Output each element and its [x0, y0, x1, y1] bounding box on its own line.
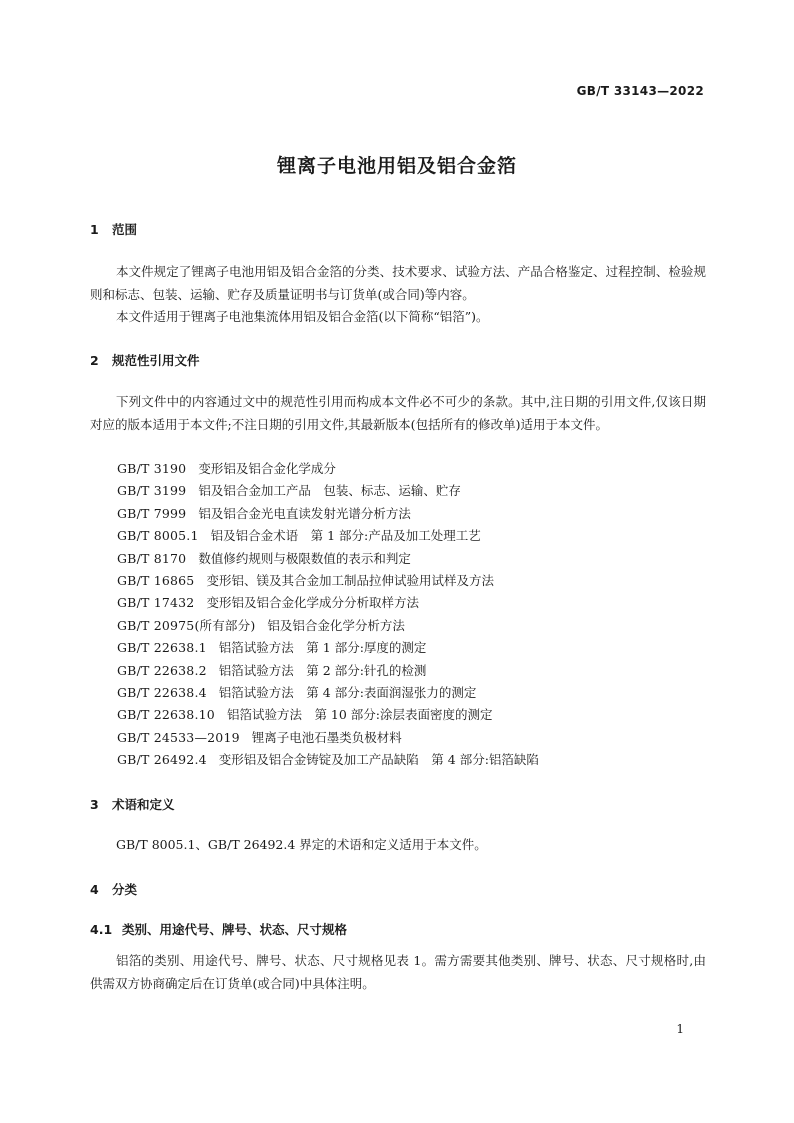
reference-title: 铝箔试验方法 第 10 部分:涂层表面密度的测定	[226, 707, 493, 723]
section-1-paragraph-2: 本文件适用于锂离子电池集流体用铝及铝合金箔(以下简称“铝箔”)。	[116, 309, 489, 324]
section-2-number: 2	[90, 353, 99, 368]
reference-code: GB/T 22638.2	[117, 662, 207, 678]
section-4-title: 分类	[112, 882, 138, 897]
reference-code: GB/T 26492.4	[117, 752, 207, 768]
reference-item	[117, 548, 539, 570]
subsection-4-1-number: 4.1	[90, 922, 113, 937]
reference-title: 铝及铝合金加工产品 包装、标志、运输、贮存	[198, 483, 461, 499]
reference-code: GB/T 24533—2019	[117, 729, 240, 745]
normative-reference-list	[117, 458, 539, 772]
reference-code: GB/T 22638.4	[117, 685, 207, 701]
reference-title: 铝及铝合金化学分析方法	[267, 617, 405, 633]
reference-title: 铝箔试验方法 第 2 部分:针孔的检测	[218, 662, 427, 678]
reference-item	[117, 592, 539, 614]
section-3-number: 3	[90, 797, 99, 812]
reference-title: 铝及铝合金术语 第 1 部分:产品及加工处理工艺	[210, 528, 481, 544]
reference-title: 变形铝及铝合金化学成分分析取样方法	[206, 595, 419, 611]
standard-number: GB/T 33143—2022	[576, 84, 704, 98]
reference-item	[117, 615, 539, 637]
reference-title: 锂离子电池石墨类负极材料	[251, 729, 402, 745]
section-2-title: 规范性引用文件	[112, 353, 200, 368]
reference-item	[117, 637, 539, 659]
reference-title: 变形铝及铝合金铸锭及加工产品缺陷 第 4 部分:铝箔缺陷	[218, 752, 539, 768]
reference-code: GB/T 8005.1	[117, 528, 199, 544]
reference-item	[117, 682, 539, 704]
reference-item	[117, 749, 539, 771]
reference-item	[117, 660, 539, 682]
section-1-title: 范围	[112, 222, 138, 237]
reference-code: GB/T 17432	[117, 595, 195, 611]
section-1-heading	[90, 220, 137, 238]
section-1-number: 1	[90, 222, 99, 237]
section-3-paragraph: GB/T 8005.1、GB/T 26492.4 界定的术语和定义适用于本文件。	[116, 837, 487, 852]
reference-code: GB/T 22638.10	[117, 707, 215, 723]
section-1-paragraph-1: 本文件规定了锂离子电池用铝及铝合金箔的分类、技术要求、试验方法、产品合格鉴定、过程控制、检验规则和标志、包装、运输、贮存及质量证明书与订货单(或合同)等内容。	[90, 264, 706, 302]
reference-code: GB/T 3199	[117, 483, 187, 499]
section-3-title: 术语和定义	[112, 797, 175, 812]
reference-item	[117, 503, 539, 525]
section-2-intro: 下列文件中的内容通过文中的规范性引用而构成本文件必不可少的条款。其中,注日期的引用文件,仅该日期对应的版本适用于本文件;不注日期的引用文件,其最新版本(包括所有的修改单)适用于本文件。	[90, 394, 706, 432]
reference-code: GB/T 7999	[117, 505, 187, 521]
section-4-heading	[90, 880, 137, 898]
reference-item	[117, 704, 539, 726]
document-title: 锂离子电池用铝及铝合金箔	[276, 155, 517, 177]
reference-title: 铝及铝合金光电直读发射光谱分析方法	[198, 505, 411, 521]
page-number: 1	[676, 1022, 684, 1036]
reference-code: GB/T 3190	[117, 461, 187, 476]
section-4-number: 4	[90, 882, 99, 897]
reference-title: 铝箔试验方法 第 1 部分:厚度的测定	[218, 640, 427, 656]
reference-title: 变形铝、镁及其合金加工制品拉伸试验用试样及方法	[206, 573, 494, 589]
subsection-4-1-paragraph: 铝箔的类别、用途代号、牌号、状态、尺寸规格见表 1。需方需要其他类别、牌号、状态、尺寸规格时,由供需双方协商确定后在订货单(或合同)中具体注明。	[90, 953, 706, 991]
reference-item	[117, 525, 539, 547]
reference-title: 数值修约规则与极限数值的表示和判定	[198, 550, 411, 566]
reference-item	[117, 458, 539, 480]
reference-code: GB/T 20975(所有部分)	[117, 617, 256, 633]
section-3-heading	[90, 795, 175, 813]
reference-title: 变形铝及铝合金化学成分	[198, 461, 336, 476]
reference-item	[117, 480, 539, 502]
reference-title: 铝箔试验方法 第 4 部分:表面润湿张力的测定	[218, 685, 477, 701]
subsection-4-1-heading	[90, 920, 347, 938]
reference-item	[117, 727, 539, 749]
reference-code: GB/T 22638.1	[117, 640, 207, 656]
reference-item	[117, 570, 539, 592]
subsection-4-1-title: 类别、用途代号、牌号、状态、尺寸规格	[122, 922, 348, 937]
reference-code: GB/T 8170	[117, 550, 187, 566]
reference-code: GB/T 16865	[117, 573, 195, 589]
section-2-heading	[90, 351, 200, 369]
